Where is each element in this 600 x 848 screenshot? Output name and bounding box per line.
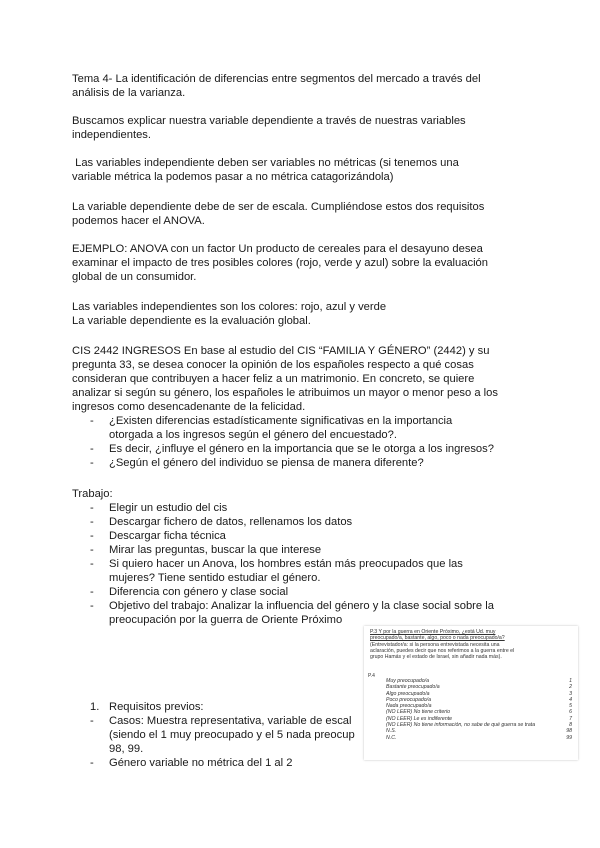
questionnaire-image — [364, 626, 578, 760]
list-item: - Si quiero hacer un Anova, los hombres están más preocupados que las mujeres? Tiene sentido estudiar el género. — [72, 557, 542, 585]
option-row: Bastante preocupado/a 2 — [386, 684, 572, 691]
list-item: - Objetivo del trabajo: Analizar la influencia del género y la clase social sobre la preocupación por la guerra de Oriente Próximo — [72, 599, 542, 627]
questionnaire-marker: P.4 — [368, 673, 375, 679]
requisitos-list — [72, 700, 392, 770]
list-item: - Mirar las preguntas, buscar la que interese — [72, 543, 542, 557]
option-row: N.S. 98 — [386, 728, 572, 735]
paragraph-cis: CIS 2442 INGRESOS En base al estudio del CIS “FAMILIA Y GÉNERO” (2442) y su pregunta 33, se desea conocer la opinión de los españoles respecto a qué cosas consideran que contribuyen a hacer feliz a un matrimonio. En concreto, se quiere analizar si según su género, los españoles le atribuimos un mayor o menor peso a los ingresos como desencadenante de la felicidad. — [72, 345, 498, 413]
option-row: (NO LEER) No tiene criterio 6 — [386, 709, 572, 716]
questionnaire-question: P.3 Y por la guerra en Oriente Próximo, ¿está Ud. muy preocupado/a, bastante, algo, poco o nada preocupado/a? (Entrevistador/a: si la persona entrevistada necesita una aclaración, puedes decir que nos referimos a la guerra entre el grupo Hamás y el estado de Israel, sin añadir nada más). — [370, 629, 515, 661]
option-row: Nada preocupado/a 5 — [386, 703, 572, 710]
paragraph-explicar: Buscamos explicar nuestra variable dependiente a través de nuestras variables independientes. — [72, 115, 466, 141]
trabajo-heading: Trabajo: — [72, 488, 113, 500]
list-item: - Diferencia con género y clase social — [72, 585, 542, 599]
list-item: - Género variable no métrica del 1 al 2 — [72, 756, 392, 770]
paragraph-variables: Las variables independientes son los colores: rojo, azul y verde La variable dependiente es la evaluación global. — [72, 301, 387, 327]
option-row: Muy preocupado/a 1 — [386, 678, 572, 684]
list-item-continuation: (siendo el 1 muy preocupado y el 5 nada preocup — [109, 729, 355, 741]
document-title: Tema 4- La identificación de diferencias entre segmentos del mercado a través del análisis de la varianza. — [72, 73, 481, 99]
option-row: Poco preocupado/a 4 — [386, 696, 572, 703]
trabajo-list — [72, 501, 542, 627]
list-item: - ¿Existen diferencias estadísticamente significativas en la importancia otorgada a los ingresos según el género del encuestado?. — [72, 414, 542, 442]
paragraph-dependiente: La variable dependiente debe de ser de escala. Cumpliéndose estos dos requisitos podemos hacer el ANOVA. — [72, 201, 485, 227]
option-row: N.C. 99 — [386, 734, 572, 741]
option-row: (NO LEER) Le es indiferente 7 — [386, 715, 572, 722]
cis-question-list — [72, 414, 542, 470]
option-row: Algo preocupado/a 3 — [386, 690, 572, 697]
list-item: - Elegir un estudio del cis — [72, 501, 542, 515]
list-item-continuation: 98, 99. — [109, 743, 144, 755]
list-item: - ¿Según el género del individuo se piensa de manera diferente? — [72, 456, 542, 470]
list-item: - Descargar ficha técnica — [72, 529, 542, 543]
list-item: - Casos: Muestra representativa, variable de escal — [72, 714, 392, 728]
list-item: - Es decir, ¿influye el género en la importancia que se le otorga a los ingresos? — [72, 442, 542, 456]
questionnaire-options — [386, 678, 572, 741]
list-item: 1. Requisitos previos: — [72, 700, 392, 714]
paragraph-independientes: Las variables independiente deben ser variables no métricas (si tenemos una variable métrica la podemos pasar a no métrica catagorizándola) — [72, 157, 459, 183]
list-item: - Descargar fichero de datos, rellenamos los datos — [72, 515, 542, 529]
option-row: (NO LEER) No tiene información, no sabe de qué guerra se trata 8 — [386, 722, 572, 729]
paragraph-ejemplo: EJEMPLO: ANOVA con un factor Un producto de cereales para el desayuno desea examinar el impacto de tres posibles colores (rojo, verde y azul) sobre la evaluación global de un consumidor. — [72, 243, 489, 283]
